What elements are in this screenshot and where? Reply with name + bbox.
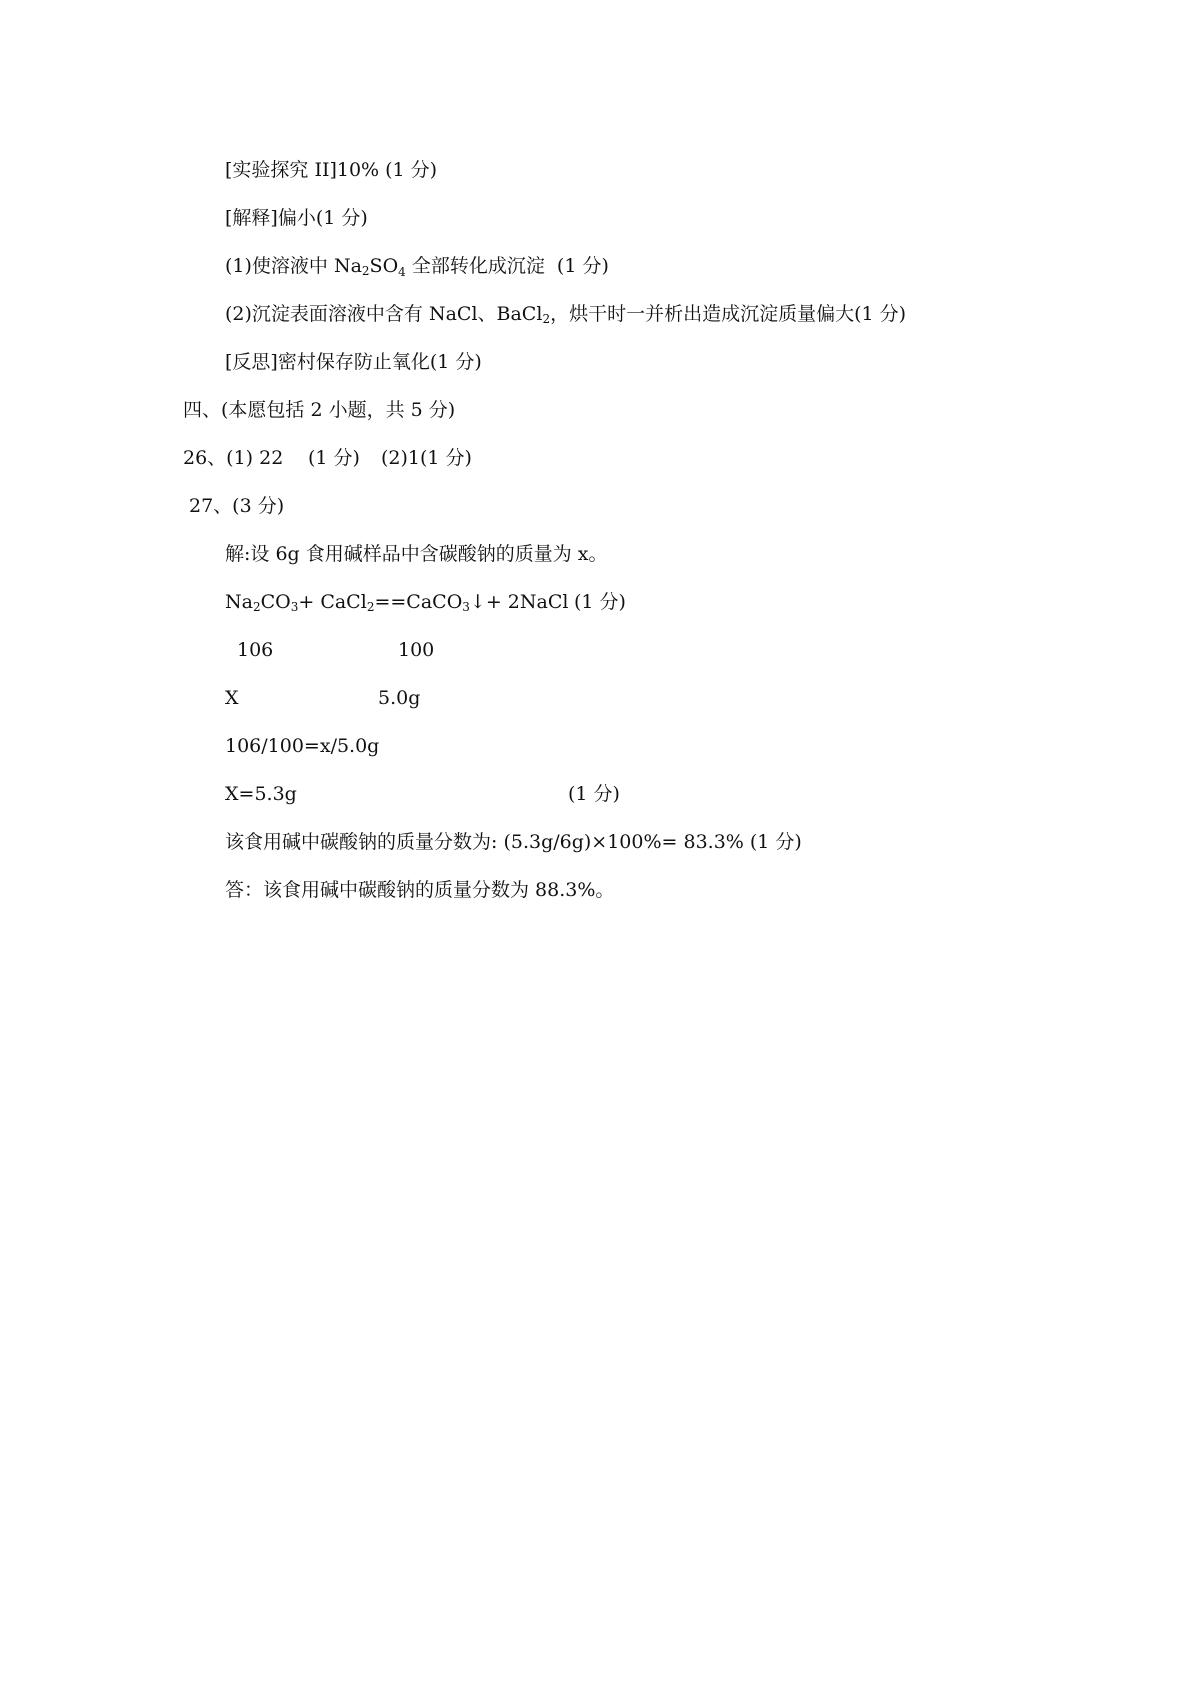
subscript: 3: [462, 600, 470, 614]
answer-line-1: [225, 254, 609, 278]
subscript: 3: [290, 600, 299, 614]
line-text: ，烘干时一并析出造成沉淀质量偏大(1 分): [550, 303, 907, 325]
line-text: ==CaCO: [374, 591, 463, 613]
subscript: 2: [361, 264, 370, 278]
subscript: 2: [252, 600, 261, 614]
line-text: SO: [369, 255, 399, 277]
result-score: (1 分): [568, 783, 620, 805]
line-text: (2)沉淀表面溶液中含有 NaCl、BaCl: [225, 303, 543, 325]
molar-mass-na2co3: 106: [237, 639, 274, 661]
subscript: 2: [366, 600, 375, 614]
question-26-score: (1 分): [308, 447, 360, 469]
subscript: 2: [542, 312, 551, 326]
precipitate-mass: 5.0g: [378, 687, 421, 709]
line-text: ↓+ 2NaCl: [469, 591, 569, 613]
line-text: CO: [260, 591, 291, 613]
question-26-part2: (2)1(1 分): [381, 447, 472, 469]
line-text: 全部转化成沉淀 (1 分): [405, 255, 609, 277]
final-answer: 答：该食用碱中碳酸钠的质量分数为 88.3%。: [225, 879, 615, 901]
line-text: + CaCl: [298, 591, 367, 613]
question-26-answer: 26、(1) 22: [183, 447, 284, 469]
section-four-heading: 四、(本愿包括 2 小题，共 5 分): [183, 399, 456, 421]
equation-score: (1 分): [574, 591, 626, 613]
line-text: (1)使溶液中 Na: [225, 255, 362, 277]
mass-fraction-calc: 该食用碱中碳酸钠的质量分数为: (5.3g/6g)×100%= 83.3% (1 分): [225, 831, 802, 853]
solution-setup: 解:设 6g 食用碱样品中含碳酸钠的质量为 x。: [225, 543, 608, 565]
answer-line-2: [225, 302, 906, 326]
result-x: X=5.3g: [225, 783, 297, 805]
line-text: Na: [225, 591, 253, 613]
unknown-x: X: [225, 687, 239, 709]
answer-line-experiment-2: [实验探究 II]10% (1 分): [225, 159, 438, 181]
subscript: 4: [398, 265, 406, 279]
answer-line-reflection: [反思]密村保存防止氧化(1 分): [225, 351, 482, 373]
proportion: 106/100=x/5.0g: [225, 735, 380, 757]
question-27-heading: 27、(3 分): [189, 495, 285, 517]
answer-line-explanation: [解释]偏小(1 分): [225, 207, 368, 229]
molar-mass-caco3: 100: [398, 639, 435, 661]
chemical-equation: [225, 590, 568, 614]
